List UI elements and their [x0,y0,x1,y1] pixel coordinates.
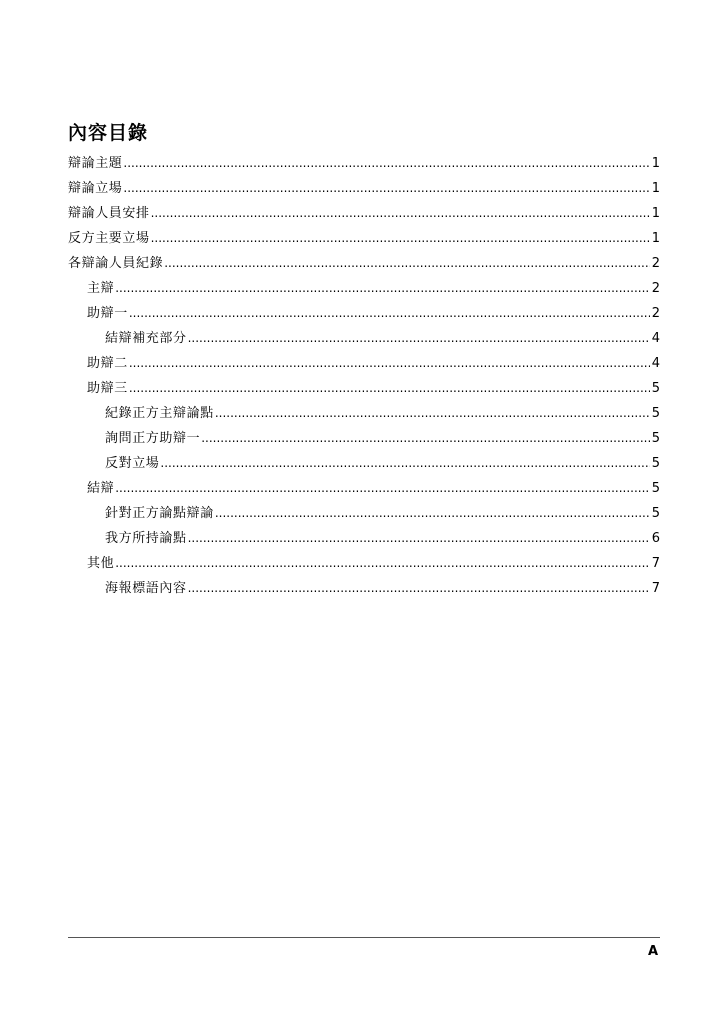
toc-entry-page: 4 [651,331,660,346]
toc-dot-leader [215,501,650,526]
toc-dot-leader [188,526,650,551]
footer-divider [68,937,660,938]
toc-entry-label: 助辯一 [87,306,128,321]
toc-entry-page: 6 [651,531,660,546]
toc-entry-label: 各辯論人員紀錄 [68,256,164,271]
toc-dot-leader [151,226,650,251]
toc-entry-label: 主辯 [87,281,115,296]
toc-dot-leader [123,176,649,201]
toc-entry[interactable] [68,501,660,526]
toc-entry[interactable] [68,226,660,251]
toc-entry[interactable] [68,376,660,401]
toc-dot-leader [160,451,649,476]
toc-dot-leader [215,401,650,426]
toc-entry[interactable] [68,576,660,601]
toc-entry-label: 反對立場 [105,456,160,471]
toc-entry-page: 1 [651,156,660,171]
toc-entry-page: 2 [651,306,660,321]
toc-entry-page: 2 [651,281,660,296]
toc-dot-leader [188,326,650,351]
toc-dot-leader [201,426,650,451]
toc-dot-leader [115,276,650,301]
toc-entry-label: 其他 [87,556,115,571]
toc-entry-label: 海報標語內容 [105,581,187,596]
toc-dot-leader [129,301,650,326]
toc-entry[interactable] [68,151,660,176]
footer-page-label: A [647,944,658,959]
toc-entry-page: 5 [651,406,660,421]
toc-entry-page: 4 [651,356,660,371]
toc-entry-label: 我方所持論點 [105,531,187,546]
toc-list [68,151,660,601]
toc-entry-label: 結辯 [87,481,115,496]
toc-dot-leader [115,476,650,501]
toc-title: 內容目錄 [68,122,149,144]
toc-entry-page: 2 [651,256,660,271]
toc-entry-label: 詢問正方助辯一 [105,431,201,446]
toc-dot-leader [129,376,650,401]
toc-entry[interactable] [68,201,660,226]
toc-entry[interactable] [68,326,660,351]
toc-dot-leader [123,151,649,176]
toc-entry[interactable] [68,526,660,551]
toc-dot-leader [115,551,650,576]
toc-entry-page: 7 [651,581,660,596]
toc-dot-leader [151,201,650,226]
toc-dot-leader [164,251,650,276]
toc-entry-page: 1 [651,231,660,246]
toc-entry-page: 5 [651,456,660,471]
toc-entry[interactable] [68,426,660,451]
toc-entry-label: 助辯三 [87,381,128,396]
toc-entry[interactable] [68,401,660,426]
toc-dot-leader [129,351,650,376]
toc-entry[interactable] [68,476,660,501]
toc-entry[interactable] [68,251,660,276]
toc-entry[interactable] [68,276,660,301]
toc-entry-page: 5 [651,481,660,496]
toc-entry-label: 結辯補充部分 [105,331,187,346]
toc-entry[interactable] [68,451,660,476]
toc-entry-label: 針對正方論點辯論 [105,506,214,521]
toc-entry[interactable] [68,351,660,376]
toc-dot-leader [188,576,650,601]
toc-entry-label: 辯論人員安排 [68,206,150,221]
toc-entry-label: 辯論主題 [68,156,123,171]
toc-entry-label: 辯論立場 [68,181,123,196]
toc-entry-page: 5 [651,431,660,446]
toc-entry-page: 1 [651,206,660,221]
toc-entry-page: 5 [651,381,660,396]
toc-entry-label: 紀錄正方主辯論點 [105,406,214,421]
toc-entry[interactable] [68,551,660,576]
toc-entry-page: 1 [651,181,660,196]
toc-entry-label: 反方主要立場 [68,231,150,246]
toc-entry-page: 7 [651,556,660,571]
toc-entry-label: 助辯二 [87,356,128,371]
toc-entry[interactable] [68,176,660,201]
toc-entry[interactable] [68,301,660,326]
toc-entry-page: 5 [651,506,660,521]
